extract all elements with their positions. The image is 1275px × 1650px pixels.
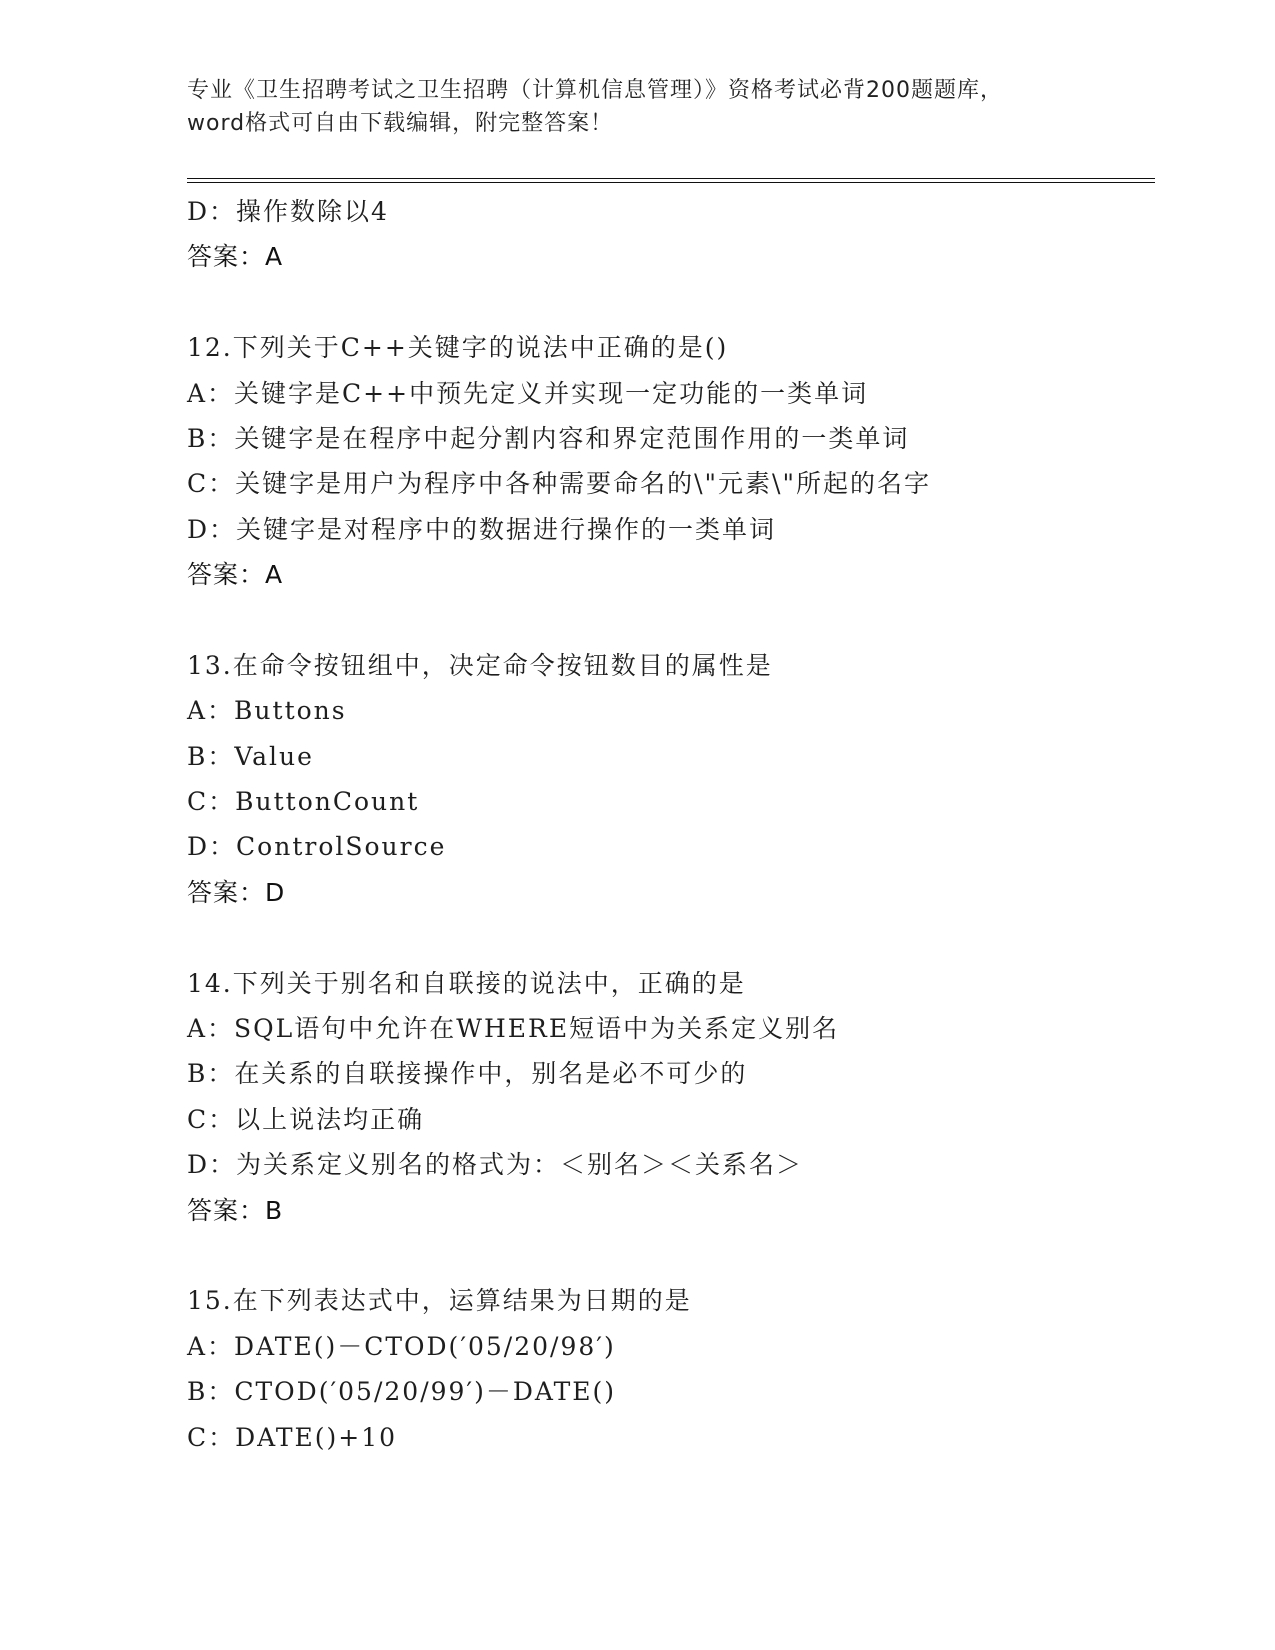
option-d: D：ControlSource [187,832,447,862]
question-12 [187,325,1155,597]
option-c: C：以上说法均正确 [187,1104,425,1134]
header-line-2: word格式可自由下载编辑，附完整答案！ [187,111,614,136]
page-header [187,74,1087,140]
question-stem: 13.在命令按钮组中，决定命令按钮数目的属性是 [187,650,773,680]
option-d: D：操作数除以4 [187,197,389,226]
spacer [187,598,1155,643]
option-d: D：为关系定义别名的格式为：＜别名＞＜关系名＞ [187,1150,804,1180]
answer-line: 答案：A [187,242,284,272]
header-divider [187,178,1155,183]
option-b: B：Value [187,741,314,771]
spacer [187,280,1155,325]
option-a: A：Buttons [187,696,347,726]
spacer [187,915,1155,960]
option-c: C：关键字是用户为程序中各种需要命名的\"元素\"所起的名字 [187,469,931,499]
question-stem: 14.下列关于别名和自联接的说法中，正确的是 [187,968,746,998]
option-c: C：ButtonCount [187,787,420,817]
question-14 [187,961,1155,1233]
option-d: D：关键字是对程序中的数据进行操作的一类单词 [187,514,777,544]
question-content [187,189,1155,1460]
option-a: A：DATE()－CTOD(′05/20/98′) [187,1331,616,1361]
answer-line: 答案：D [187,877,286,907]
question-11-tail [187,189,1155,280]
question-13 [187,643,1155,915]
option-b: B：在关系的自联接操作中，别名是必不可少的 [187,1059,748,1089]
option-b: B：CTOD(′05/20/99′)－DATE() [187,1377,617,1407]
spacer [187,1233,1155,1278]
header-line-1: 专业《卫生招聘考试之卫生招聘（计算机信息管理）》资格考试必背200题题库， [187,78,1003,103]
option-a: A：SQL语句中允许在WHERE短语中为关系定义别名 [187,1014,840,1044]
question-stem: 15.在下列表达式中，运算结果为日期的是 [187,1286,692,1316]
option-a: A：关键字是C++中预先定义并实现一定功能的一类单词 [187,378,869,408]
option-b: B：关键字是在程序中起分割内容和界定范围作用的一类单词 [187,423,910,453]
answer-line: 答案：B [187,1195,284,1225]
answer-line: 答案：A [187,560,284,590]
question-stem: 12.下列关于C++关键字的说法中正确的是() [187,333,729,363]
option-c: C：DATE()+10 [187,1422,398,1452]
question-15 [187,1278,1155,1460]
